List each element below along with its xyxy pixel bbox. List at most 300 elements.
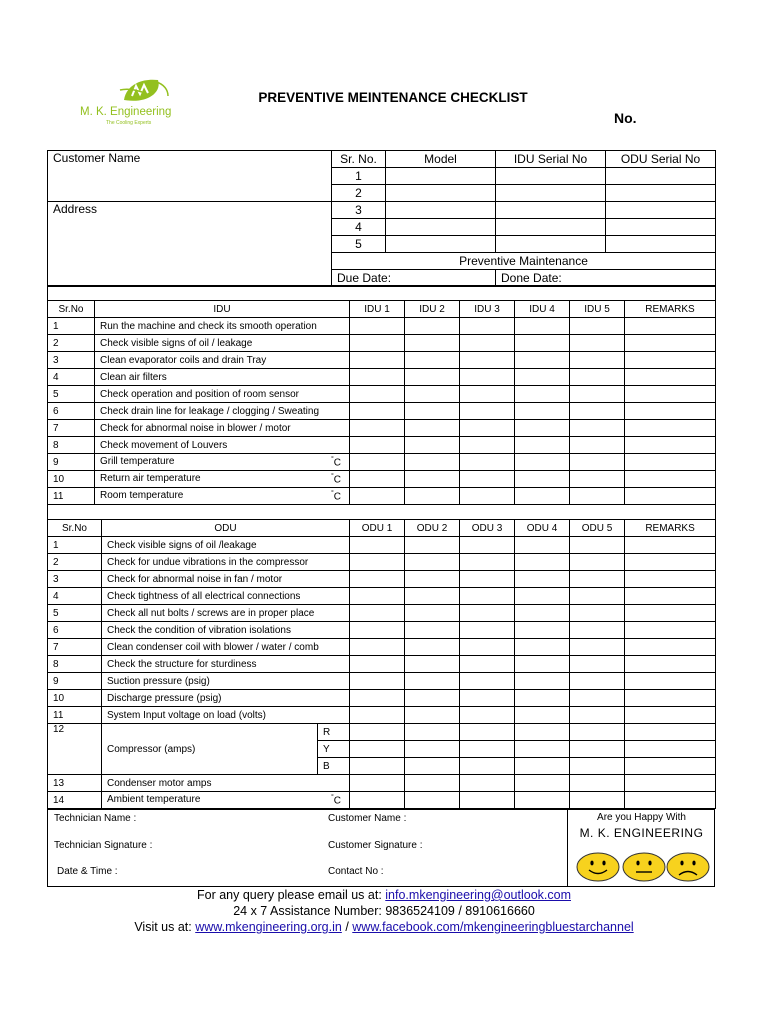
unit-check-cell[interactable]	[350, 792, 405, 809]
unit-check-cell[interactable]	[460, 403, 515, 420]
table-row	[48, 639, 716, 656]
unit-check-cell[interactable]	[515, 571, 570, 588]
task-text: Check drain line for leakage / clogging / Sweating	[100, 405, 320, 417]
remarks-cell[interactable]	[625, 588, 716, 605]
task-description	[95, 471, 350, 488]
row-number: 11	[48, 488, 95, 505]
technician-signature-label: Technician Signature :	[54, 840, 153, 851]
due-date-field[interactable]	[332, 270, 496, 287]
celsius-letter: C	[333, 474, 341, 486]
unit-check-cell[interactable]	[570, 318, 625, 335]
unit-sr-no: 3	[332, 202, 386, 219]
unit-check-cell[interactable]	[350, 454, 405, 471]
unit-check-cell[interactable]	[460, 318, 515, 335]
logo-tagline: The Cooling Experts	[106, 120, 152, 126]
unit-check-cell[interactable]	[405, 622, 460, 639]
done-date-label: Done Date:	[501, 271, 562, 285]
unit-check-cell[interactable]	[460, 741, 515, 758]
unit-sr-no: 2	[332, 185, 386, 202]
unit-check-cell[interactable]	[405, 318, 460, 335]
task-description	[102, 588, 350, 605]
remarks-cell[interactable]	[625, 690, 716, 707]
unit-check-cell[interactable]	[570, 605, 625, 622]
unit-check-cell[interactable]	[570, 420, 625, 437]
task-text: Suction pressure (psig)	[107, 675, 210, 687]
model-cell[interactable]	[386, 185, 496, 202]
remarks-cell[interactable]	[625, 488, 716, 505]
remarks-cell[interactable]	[625, 403, 716, 420]
unit-check-cell[interactable]	[515, 369, 570, 386]
task-description	[95, 437, 350, 454]
task-text: Check all nut bolts / screws are in proper place	[107, 607, 315, 619]
phone-line: 24 x 7 Assistance Number: 9836524109 / 8910616660	[233, 904, 535, 918]
table-row	[48, 386, 716, 403]
neutral-face-icon[interactable]	[622, 852, 666, 882]
idu-serial-cell[interactable]	[496, 168, 606, 185]
unit-check-cell[interactable]	[515, 792, 570, 809]
unit-check-cell[interactable]	[515, 386, 570, 403]
remarks-cell[interactable]	[625, 571, 716, 588]
unit-check-cell[interactable]	[515, 537, 570, 554]
unit-check-cell[interactable]	[515, 488, 570, 505]
remarks-cell[interactable]	[625, 420, 716, 437]
table-row	[48, 707, 716, 724]
table-header-row	[48, 520, 716, 537]
unit-check-cell[interactable]	[460, 622, 515, 639]
unit-check-cell[interactable]	[460, 454, 515, 471]
celsius-letter: C	[333, 457, 341, 469]
unit-check-cell[interactable]	[405, 707, 460, 724]
unit-check-cell[interactable]	[460, 437, 515, 454]
unit-check-cell[interactable]	[570, 437, 625, 454]
unit-check-cell[interactable]	[515, 352, 570, 369]
facebook-link[interactable]: www.facebook.com/mkengineeringbluestarchannel	[352, 920, 634, 934]
unit-check-cell[interactable]	[570, 673, 625, 690]
unit-check-cell[interactable]	[460, 588, 515, 605]
unit-check-cell[interactable]	[405, 471, 460, 488]
unit-check-cell[interactable]	[350, 775, 405, 792]
remarks-cell[interactable]	[625, 775, 716, 792]
customer-name-sign-label: Customer Name :	[328, 813, 407, 824]
address-cell[interactable]	[48, 202, 332, 287]
unit-check-cell[interactable]	[460, 673, 515, 690]
unit-check-cell[interactable]	[515, 707, 570, 724]
column-header: IDU 2	[405, 301, 460, 318]
website-link[interactable]: www.mkengineering.org.in	[195, 920, 342, 934]
model-cell[interactable]	[386, 168, 496, 185]
column-header: Sr.No	[48, 301, 95, 318]
unit-check-cell[interactable]	[405, 656, 460, 673]
unit-check-cell[interactable]	[570, 639, 625, 656]
unit-check-cell[interactable]	[460, 471, 515, 488]
unit-check-cell[interactable]	[350, 707, 405, 724]
remarks-cell[interactable]	[625, 318, 716, 335]
task-text: Check visible signs of oil / leakage	[100, 337, 253, 349]
unit-check-cell[interactable]	[405, 588, 460, 605]
remarks-cell[interactable]	[625, 707, 716, 724]
unit-check-cell[interactable]	[515, 690, 570, 707]
unit-check-cell[interactable]	[460, 724, 515, 741]
unit-check-cell[interactable]	[515, 318, 570, 335]
document-number-label: No.	[614, 110, 637, 126]
preventive-maintenance-label: Preventive Maintenance	[332, 253, 716, 270]
table-row	[48, 403, 716, 420]
remarks-cell[interactable]	[625, 639, 716, 656]
row-number: 10	[48, 471, 95, 488]
task-description	[95, 420, 350, 437]
unit-check-cell[interactable]	[460, 335, 515, 352]
row-number: 3	[48, 352, 95, 369]
unit-check-cell[interactable]	[460, 792, 515, 809]
task-description	[102, 571, 350, 588]
unit-check-cell[interactable]	[515, 420, 570, 437]
column-header: ODU 3	[460, 520, 515, 537]
compressor-phase-row	[48, 724, 716, 741]
remarks-cell[interactable]	[625, 622, 716, 639]
task-text: Room temperature	[100, 489, 184, 501]
degree-celsius-unit	[331, 473, 349, 485]
model-cell[interactable]	[386, 202, 496, 219]
unit-check-cell[interactable]	[515, 454, 570, 471]
unit-check-cell[interactable]	[350, 420, 405, 437]
table-row	[48, 656, 716, 673]
task-description	[102, 690, 350, 707]
unit-check-cell[interactable]	[350, 605, 405, 622]
remarks-cell[interactable]	[625, 673, 716, 690]
unit-check-cell[interactable]	[570, 554, 625, 571]
unit-check-cell[interactable]	[350, 488, 405, 505]
table-row	[48, 673, 716, 690]
unit-check-cell[interactable]	[405, 420, 460, 437]
sr-no-header: Sr. No.	[332, 151, 386, 168]
table-row	[48, 335, 716, 352]
unit-check-cell[interactable]	[405, 403, 460, 420]
unit-check-cell[interactable]	[570, 741, 625, 758]
task-description	[102, 792, 350, 809]
unit-check-cell[interactable]	[570, 454, 625, 471]
unit-check-cell[interactable]	[515, 471, 570, 488]
date-time-label: Date & Time :	[57, 866, 118, 877]
unit-check-cell[interactable]	[405, 488, 460, 505]
unit-check-cell[interactable]	[405, 369, 460, 386]
unit-check-cell[interactable]	[460, 386, 515, 403]
unit-check-cell[interactable]	[460, 352, 515, 369]
customer-name-cell[interactable]	[48, 151, 332, 202]
column-header: ODU 1	[350, 520, 405, 537]
task-text: Check for abnormal noise in fan / motor	[107, 573, 283, 585]
task-description	[95, 488, 350, 505]
odu-serial-cell[interactable]	[606, 219, 716, 236]
unit-check-cell[interactable]	[515, 673, 570, 690]
unit-check-cell[interactable]	[570, 792, 625, 809]
remarks-cell[interactable]	[625, 792, 716, 809]
unit-check-cell[interactable]	[405, 335, 460, 352]
unit-check-cell[interactable]	[515, 656, 570, 673]
table-row	[48, 571, 716, 588]
unit-check-cell[interactable]	[405, 724, 460, 741]
unit-check-cell[interactable]	[460, 605, 515, 622]
row-number: 13	[48, 775, 102, 792]
unit-check-cell[interactable]	[405, 554, 460, 571]
visit-line	[0, 919, 768, 935]
idu-serial-cell[interactable]	[496, 202, 606, 219]
unit-check-cell[interactable]	[350, 352, 405, 369]
unit-check-cell[interactable]	[350, 335, 405, 352]
task-text: Check the structure for sturdiness	[107, 658, 257, 670]
email-link[interactable]: info.mkengineering@outlook.com	[385, 888, 571, 902]
unit-check-cell[interactable]	[515, 724, 570, 741]
unit-check-cell[interactable]	[515, 588, 570, 605]
table-row	[48, 454, 716, 471]
table-row	[48, 420, 716, 437]
unit-check-cell[interactable]	[405, 386, 460, 403]
unit-check-cell[interactable]	[515, 639, 570, 656]
unit-check-cell[interactable]	[405, 639, 460, 656]
unit-check-cell[interactable]	[405, 352, 460, 369]
idu-checklist-table	[47, 285, 716, 505]
unit-check-cell[interactable]	[460, 775, 515, 792]
unit-check-cell[interactable]	[350, 639, 405, 656]
row-number: 8	[48, 656, 102, 673]
unit-check-cell[interactable]	[350, 656, 405, 673]
unit-check-cell[interactable]	[515, 758, 570, 775]
degree-symbol: °	[330, 489, 334, 497]
column-header: ODU 4	[515, 520, 570, 537]
unit-check-cell[interactable]	[515, 554, 570, 571]
unit-check-cell[interactable]	[515, 605, 570, 622]
unit-check-cell[interactable]	[460, 369, 515, 386]
task-text: Clean evaporator coils and drain Tray	[100, 354, 267, 366]
task-description	[102, 622, 350, 639]
remarks-cell[interactable]	[625, 386, 716, 403]
remarks-cell[interactable]	[625, 741, 716, 758]
table-row	[48, 471, 716, 488]
task-text: Discharge pressure (psig)	[107, 692, 222, 704]
remarks-cell[interactable]	[625, 656, 716, 673]
compressor-label: Compressor (amps)	[102, 724, 318, 775]
unit-check-cell[interactable]	[570, 488, 625, 505]
task-description	[95, 386, 350, 403]
customer-details-table	[47, 150, 716, 287]
unit-check-cell[interactable]	[515, 622, 570, 639]
unit-check-cell[interactable]	[350, 471, 405, 488]
unit-check-cell[interactable]	[570, 690, 625, 707]
unit-check-cell[interactable]	[460, 690, 515, 707]
unit-check-cell[interactable]	[405, 758, 460, 775]
task-text: Run the machine and check its smooth operation	[100, 320, 317, 332]
phase-label: Y	[318, 741, 350, 758]
done-date-field[interactable]	[496, 270, 716, 287]
phase-label: R	[318, 724, 350, 741]
row-number: 10	[48, 690, 102, 707]
unit-check-cell[interactable]	[350, 437, 405, 454]
unit-check-cell[interactable]	[570, 352, 625, 369]
technician-name-label: Technician Name :	[54, 813, 137, 824]
unit-check-cell[interactable]	[570, 622, 625, 639]
unit-check-cell[interactable]	[405, 437, 460, 454]
signature-section	[47, 809, 715, 887]
celsius-letter: C	[333, 795, 341, 807]
row-number: 11	[48, 707, 102, 724]
unit-check-cell[interactable]	[350, 622, 405, 639]
row-number: 7	[48, 420, 95, 437]
column-header: IDU 3	[460, 301, 515, 318]
unit-check-cell[interactable]	[350, 554, 405, 571]
idu-serial-cell[interactable]	[496, 185, 606, 202]
column-header: IDU 1	[350, 301, 405, 318]
unit-check-cell[interactable]	[460, 554, 515, 571]
degree-symbol: °	[330, 793, 334, 801]
email-line	[0, 887, 768, 903]
unit-check-cell[interactable]	[515, 403, 570, 420]
unit-check-cell[interactable]	[460, 537, 515, 554]
remarks-cell[interactable]	[625, 369, 716, 386]
unit-check-cell[interactable]	[460, 420, 515, 437]
remarks-cell[interactable]	[625, 758, 716, 775]
unit-check-cell[interactable]	[350, 673, 405, 690]
table-row	[48, 369, 716, 386]
task-text: Clean condenser coil with blower / water / comb	[107, 641, 319, 653]
remarks-cell[interactable]	[625, 352, 716, 369]
unit-check-cell[interactable]	[515, 335, 570, 352]
unit-check-cell[interactable]	[460, 571, 515, 588]
row-number: 2	[48, 335, 95, 352]
row-number: 8	[48, 437, 95, 454]
unit-check-cell[interactable]	[405, 792, 460, 809]
unit-check-cell[interactable]	[515, 741, 570, 758]
task-text: Check movement of Louvers	[100, 439, 228, 451]
row-number: 9	[48, 454, 95, 471]
idu-serial-cell[interactable]	[496, 219, 606, 236]
brand-name: M. K. ENGINEERING	[579, 826, 704, 840]
unit-check-cell[interactable]	[570, 403, 625, 420]
unit-check-cell[interactable]	[570, 571, 625, 588]
unit-sr-no: 5	[332, 236, 386, 253]
happy-face-icon[interactable]	[576, 852, 620, 882]
unit-check-cell[interactable]	[405, 775, 460, 792]
unit-check-cell[interactable]	[570, 471, 625, 488]
task-description	[95, 335, 350, 352]
unit-check-cell[interactable]	[350, 690, 405, 707]
unit-check-cell[interactable]	[570, 775, 625, 792]
unit-check-cell[interactable]	[515, 775, 570, 792]
row-number: 6	[48, 403, 95, 420]
remarks-cell[interactable]	[625, 471, 716, 488]
unit-check-cell[interactable]	[570, 656, 625, 673]
unit-check-cell[interactable]	[460, 656, 515, 673]
row-number: 3	[48, 571, 102, 588]
unit-check-cell[interactable]	[570, 724, 625, 741]
row-number: 14	[48, 792, 102, 809]
unit-check-cell[interactable]	[515, 437, 570, 454]
task-description	[102, 707, 350, 724]
unit-check-cell[interactable]	[350, 386, 405, 403]
unit-check-cell[interactable]	[570, 335, 625, 352]
unit-check-cell[interactable]	[570, 588, 625, 605]
odu-serial-header: ODU Serial No	[606, 151, 716, 168]
task-description	[95, 318, 350, 335]
unit-check-cell[interactable]	[460, 707, 515, 724]
model-cell[interactable]	[386, 236, 496, 253]
odu-serial-cell[interactable]	[606, 185, 716, 202]
sad-face-icon[interactable]	[666, 852, 710, 882]
odu-serial-cell[interactable]	[606, 202, 716, 219]
celsius-letter: C	[333, 491, 341, 503]
idu-serial-cell[interactable]	[496, 236, 606, 253]
unit-check-cell[interactable]	[570, 369, 625, 386]
unit-check-cell[interactable]	[570, 537, 625, 554]
unit-check-cell[interactable]	[350, 318, 405, 335]
column-header: REMARKS	[625, 520, 716, 537]
remarks-cell[interactable]	[625, 605, 716, 622]
task-text: System Input voltage on load (volts)	[107, 709, 266, 721]
unit-check-cell[interactable]	[460, 758, 515, 775]
unit-check-cell[interactable]	[570, 707, 625, 724]
row-number: 12	[48, 724, 102, 775]
model-header: Model	[386, 151, 496, 168]
unit-check-cell[interactable]	[405, 741, 460, 758]
remarks-cell[interactable]	[625, 537, 716, 554]
row-number: 5	[48, 386, 95, 403]
idu-serial-header: IDU Serial No	[496, 151, 606, 168]
unit-check-cell[interactable]	[350, 588, 405, 605]
task-text: Check the condition of vibration isolations	[107, 624, 291, 636]
odu-serial-cell[interactable]	[606, 236, 716, 253]
task-text: Clean air filters	[100, 371, 167, 383]
unit-check-cell[interactable]	[350, 537, 405, 554]
task-description	[102, 639, 350, 656]
task-text: Check tightness of all electrical connections	[107, 590, 301, 602]
unit-check-cell[interactable]	[460, 488, 515, 505]
spacer-cell	[48, 286, 716, 301]
unit-check-cell[interactable]	[350, 758, 405, 775]
unit-check-cell[interactable]	[350, 741, 405, 758]
unit-check-cell[interactable]	[350, 724, 405, 741]
task-description	[102, 775, 350, 792]
happy-question: Are you Happy With	[597, 812, 686, 823]
task-text: Condenser motor amps	[107, 777, 212, 789]
odu-serial-cell[interactable]	[606, 168, 716, 185]
task-description	[95, 369, 350, 386]
row-number: 1	[48, 318, 95, 335]
logo-company-name: M. K. Engineering	[80, 106, 172, 118]
remarks-cell[interactable]	[625, 335, 716, 352]
table-row	[48, 775, 716, 792]
remarks-cell[interactable]	[625, 454, 716, 471]
unit-check-cell[interactable]	[405, 673, 460, 690]
remarks-cell[interactable]	[625, 554, 716, 571]
row-number: 4	[48, 369, 95, 386]
remarks-cell[interactable]	[625, 437, 716, 454]
remarks-cell[interactable]	[625, 724, 716, 741]
unit-check-cell[interactable]	[350, 571, 405, 588]
unit-check-cell[interactable]	[460, 639, 515, 656]
column-header: REMARKS	[625, 301, 716, 318]
unit-check-cell[interactable]	[570, 386, 625, 403]
task-description	[95, 454, 350, 471]
unit-check-cell[interactable]	[570, 758, 625, 775]
unit-check-cell[interactable]	[405, 454, 460, 471]
unit-check-cell[interactable]	[405, 690, 460, 707]
model-cell[interactable]	[386, 219, 496, 236]
degree-symbol: °	[330, 455, 334, 463]
visit-prefix: Visit us at:	[134, 920, 196, 934]
unit-check-cell[interactable]	[350, 369, 405, 386]
unit-check-cell[interactable]	[350, 403, 405, 420]
unit-check-cell[interactable]	[405, 605, 460, 622]
unit-check-cell[interactable]	[405, 537, 460, 554]
unit-check-cell[interactable]	[405, 571, 460, 588]
